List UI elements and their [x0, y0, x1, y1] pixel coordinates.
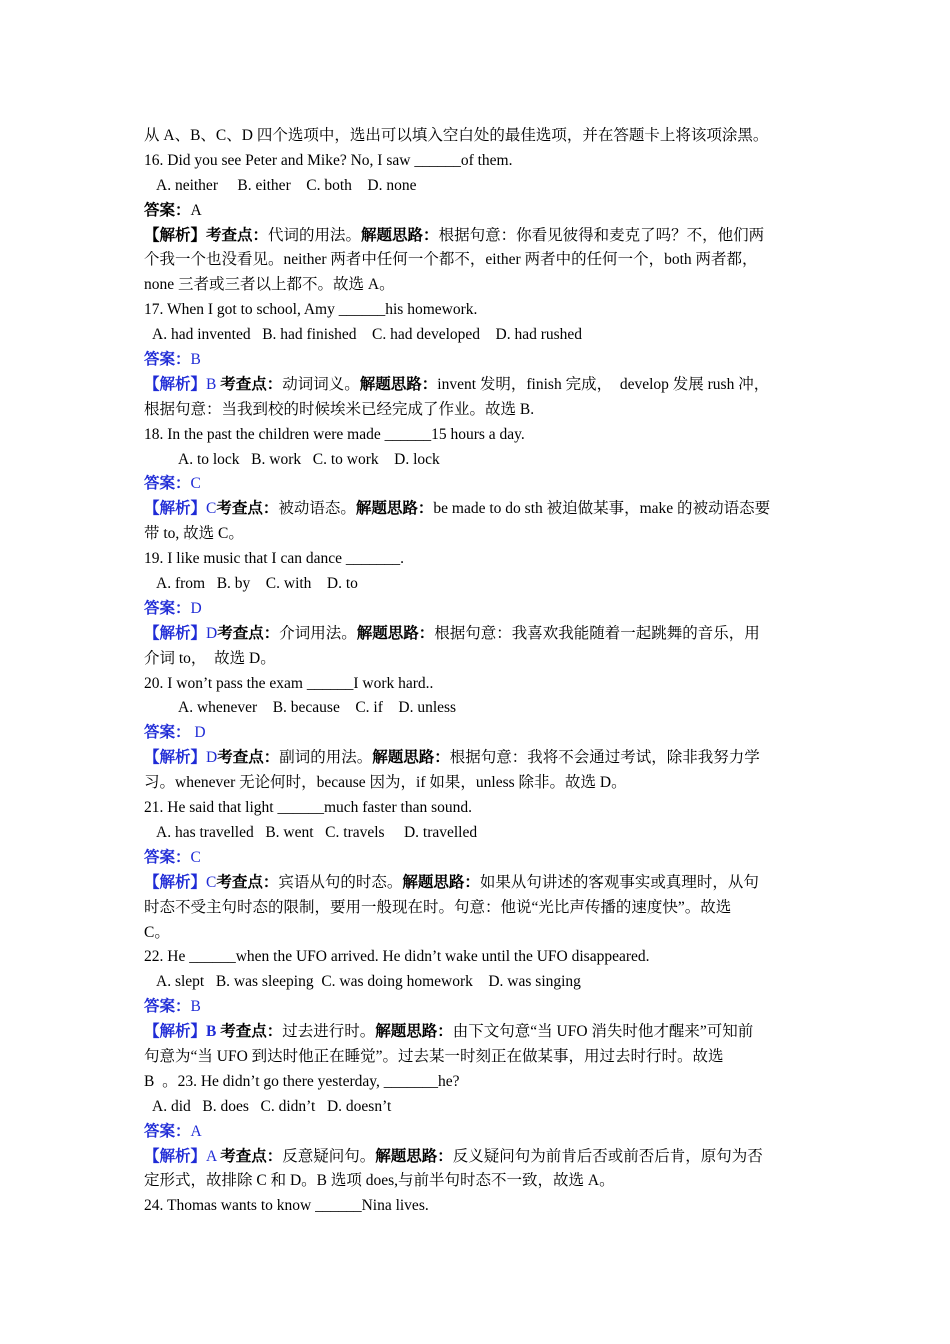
point-text: 过去进行时。 — [282, 1023, 376, 1041]
idea-text: 根据句意：你看见彼得和麦克了吗？不，他们两 — [438, 226, 765, 244]
question-21-options: A. has travelled B. went C. travels D. travelled — [156, 823, 478, 841]
answer-value: B — [190, 998, 201, 1016]
question-20-answer — [144, 721, 808, 746]
analysis-label: 【解析】 — [144, 1023, 207, 1041]
point-text: 动词词义。 — [282, 375, 360, 393]
analysis-label: 【解析】 — [144, 1147, 207, 1165]
idea-label: 解题思路： — [359, 375, 438, 393]
question-17-answer — [144, 348, 808, 373]
answer-letter: B — [206, 375, 217, 393]
question-20-analysis — [144, 746, 808, 771]
analysis-label: 【解析】 — [144, 749, 207, 767]
analysis-line: 习。whenever 无论何时，because 因为，if 如果，unless 除非。故选 D。 — [144, 774, 627, 792]
answer-value: A — [190, 1122, 202, 1140]
question-24-stem: 24. Thomas wants to know ______Nina lives. — [144, 1197, 429, 1215]
analysis-line: B 。23. He didn’t go there yesterday, _______he? — [144, 1072, 460, 1090]
answer-label: 答案： — [144, 475, 191, 493]
idea-label: 解题思路： — [402, 873, 480, 891]
analysis-label: 【解析】 — [144, 226, 207, 244]
idea-text: 根据句意：我将不会通过考试，除非我努力学 — [449, 749, 760, 767]
answer-letter: C — [206, 873, 217, 891]
question-21-analysis — [144, 871, 808, 896]
question-18-stem: 18. In the past the children were made ______15 hours a day. — [144, 425, 525, 443]
analysis-line: 个我一个也没看见。neither 两者中任何一个都不，either 两者中的任何一个，both 两者都， — [144, 251, 758, 269]
analysis-label: 【解析】 — [144, 873, 207, 891]
idea-text: be made to do sth 被迫做某事，make 的被动语态要 — [433, 500, 771, 518]
answer-value: C — [190, 848, 201, 866]
question-23-analysis — [144, 1145, 808, 1170]
analysis-line: 句意为“当 UFO 到达时他正在睡觉”。过去某一时刻正在做某事，用过去时行时。故选 — [144, 1047, 724, 1065]
point-text: 副词的用法。 — [279, 749, 373, 767]
question-20-options: A. whenever B. because C. if D. unless — [178, 699, 457, 717]
question-16-answer — [144, 199, 808, 224]
point-text: 介词用法。 — [279, 624, 357, 642]
point-label: 考查点： — [220, 1023, 283, 1041]
idea-text: 如果从句讲述的客观事实或真理时，从句 — [479, 873, 759, 891]
answer-label: 答案： — [144, 599, 191, 617]
idea-text: invent 发明，finish 完成， develop 发展 rush 冲， — [437, 375, 770, 393]
question-22-options: A. slept B. was sleeping C. was doing homework D. was singing — [156, 973, 581, 991]
answer-label: 答案： — [144, 351, 191, 369]
question-19-analysis — [144, 622, 808, 647]
analysis-line: 根据句意：当我到校的时候埃米已经完成了作业。故选 B. — [144, 400, 535, 418]
answer-letter: D — [206, 749, 218, 767]
question-19-stem: 19. I like music that I can dance _______. — [144, 550, 404, 568]
point-label: 考查点： — [220, 1147, 283, 1165]
point-label: 考查点： — [216, 500, 279, 518]
document-page — [144, 124, 808, 1219]
idea-text: 根据句意：我喜欢我能随着一起跳舞的音乐，用 — [434, 624, 760, 642]
question-17-options: A. had invented B. had finished C. had developed D. had rushed — [152, 326, 583, 344]
answer-value: B — [190, 351, 201, 369]
point-label: 考查点： — [216, 873, 279, 891]
analysis-line: 时态不受主句时态的限制，要用一般现在时。句意：他说“光比声传播的速度快”。故选 — [144, 898, 732, 916]
question-16-analysis — [144, 224, 808, 249]
instructions: 从 A、B、C、D 四个选项中，选出可以填入空白处的最佳选项，并在答题卡上将该项涂黑。 — [144, 127, 769, 144]
question-17-stem: 17. When I got to school, Amy ______his homework. — [144, 301, 478, 319]
answer-letter: A — [206, 1147, 217, 1165]
point-text: 宾语从句的时态。 — [278, 873, 403, 891]
question-18-answer — [144, 472, 808, 497]
question-16-stem: 16. Did you see Peter and Mike? No, I saw ______of them. — [144, 151, 513, 169]
answer-label: 答案： — [144, 201, 191, 219]
point-label: 考查点： — [206, 226, 269, 244]
answer-value: D — [190, 599, 202, 617]
question-21-stem: 21. He said that light ______much faster than sound. — [144, 799, 473, 817]
analysis-label: 【解析】 — [144, 624, 207, 642]
question-21-answer — [144, 846, 808, 871]
analysis-line: 带 to, 故选 C。 — [144, 525, 244, 543]
question-22-analysis — [144, 1020, 808, 1045]
question-19-options: A. from B. by C. with D. to — [156, 575, 358, 593]
answer-value: A — [190, 201, 202, 219]
answer-label: 答案： — [144, 1122, 191, 1140]
analysis-line: 定形式，故排除 C 和 D。B 选项 does,与前半句时态不一致，故选 A。 — [144, 1172, 615, 1190]
idea-label: 解题思路： — [355, 500, 434, 518]
point-label: 考查点： — [217, 624, 280, 642]
answer-letter: D — [206, 624, 218, 642]
idea-text: 由下文句意“当 UFO 消失时他才醒来”可知前 — [452, 1023, 754, 1041]
answer-value: D — [190, 724, 206, 742]
idea-label: 解题思路： — [372, 749, 450, 767]
question-20-stem: 20. I won’t pass the exam ______I work hard.. — [144, 674, 434, 692]
answer-label: 答案： — [144, 998, 191, 1016]
question-18-options: A. to lock B. work C. to work D. lock — [178, 450, 440, 468]
question-23-options: A. did B. does C. didn’t D. doesn’t — [152, 1097, 392, 1115]
question-17-analysis — [144, 373, 808, 398]
idea-text: 反义疑问句为前肯后否或前否后肯，原句为否 — [452, 1147, 763, 1165]
point-text: 代词的用法。 — [268, 226, 362, 244]
point-text: 反意疑问句。 — [282, 1147, 376, 1165]
analysis-line: none 三者或三者以上都不。故选 A。 — [144, 276, 395, 294]
question-22-answer — [144, 995, 808, 1020]
idea-label: 解题思路： — [375, 1147, 453, 1165]
idea-label: 解题思路： — [361, 226, 439, 244]
point-label: 考查点： — [217, 749, 280, 767]
analysis-label: 【解析】 — [144, 375, 207, 393]
question-18-analysis — [144, 497, 808, 522]
answer-letter: B — [206, 1023, 217, 1041]
question-23-answer — [144, 1120, 808, 1145]
point-text: 被动语态。 — [278, 500, 356, 518]
analysis-label: 【解析】 — [144, 500, 207, 518]
idea-label: 解题思路： — [356, 624, 435, 642]
question-22-stem: 22. He ______when the UFO arrived. He didn’t wake until the UFO disappeared. — [144, 948, 650, 966]
answer-label: 答案： — [144, 848, 191, 866]
point-label: 考查点： — [220, 375, 283, 393]
analysis-line: 介词 to， 故选 D。 — [144, 649, 276, 667]
idea-label: 解题思路： — [375, 1023, 453, 1041]
question-19-answer — [144, 597, 808, 622]
answer-value: C — [190, 475, 201, 493]
answer-letter: C — [206, 500, 217, 518]
answer-label: 答案： — [144, 724, 191, 742]
question-16-options: A. neither B. either C. both D. none — [156, 176, 417, 194]
analysis-line: C。 — [144, 923, 170, 941]
